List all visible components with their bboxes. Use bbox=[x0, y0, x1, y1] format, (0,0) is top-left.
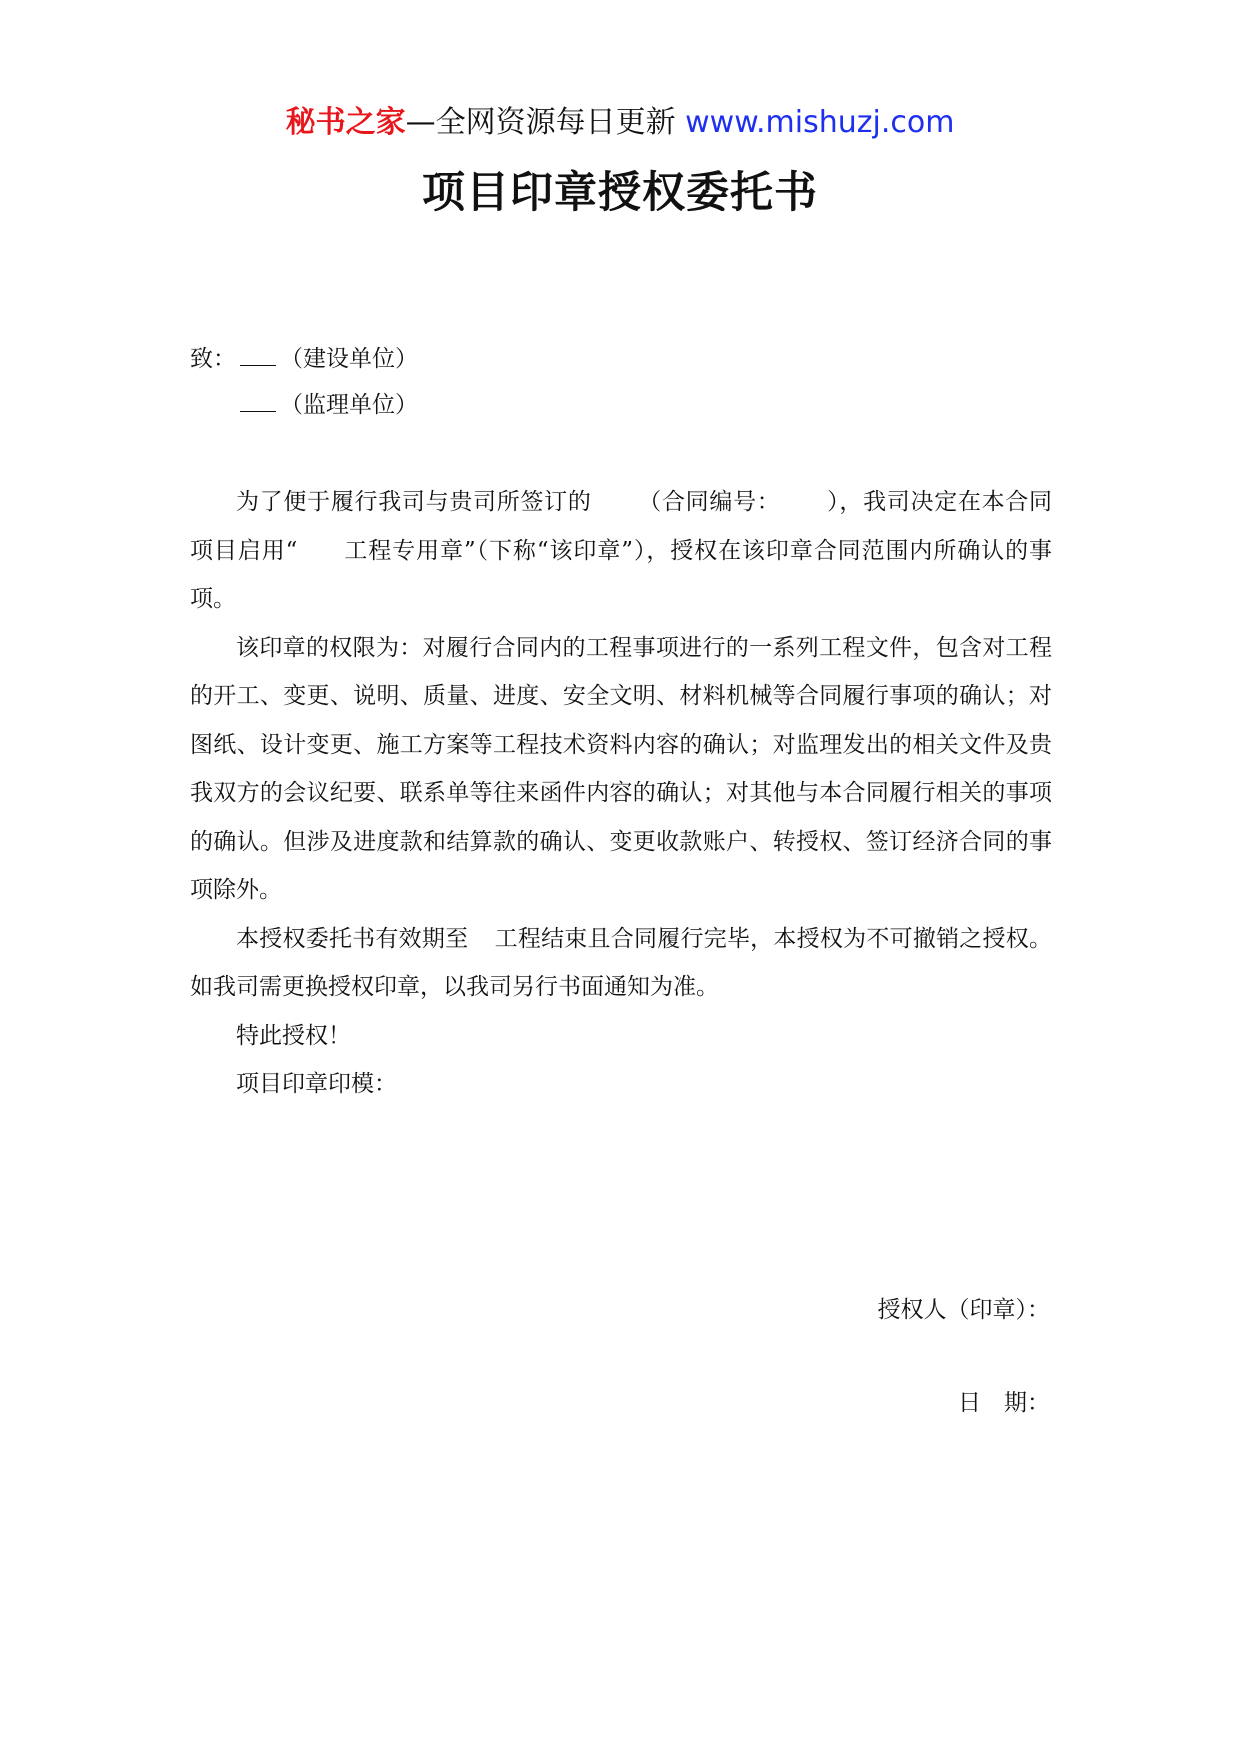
blank-construction-unit bbox=[240, 345, 276, 366]
watermark-slogan: —全网资源每日更新 bbox=[405, 105, 676, 140]
addressee-prefix: 致： bbox=[190, 346, 236, 372]
date-line: 日 期： bbox=[958, 1390, 1050, 1416]
paragraph-purpose: 为了便于履行我司与贵司所签订的 （合同编号： ），我司决定在本合同项目启用“ 工程专用章”（下称“该印章”），授权在该印章合同范围内所确认的事项。 bbox=[190, 489, 1052, 612]
addressee-line-supervision bbox=[236, 388, 418, 422]
addressee-supervision-unit: （监理单位） bbox=[280, 392, 418, 418]
paragraph-hereby: 特此授权！ bbox=[236, 1022, 351, 1049]
addressee-line-construction bbox=[190, 342, 418, 376]
watermark-brand: 秘书之家 bbox=[285, 105, 406, 140]
watermark-url[interactable]: www.mishuzj.com bbox=[685, 105, 955, 140]
document-title: 项目印章授权委托书 bbox=[422, 168, 818, 218]
addressee-construction-unit: （建设单位） bbox=[280, 346, 418, 372]
paragraph-scope: 该印章的权限为：对履行合同内的工程事项进行的一系列工程文件，包含对工程的开工、变更、说明、质量、进度、安全文明、材料机械等合同履行事项的确认；对图纸、设计变更、施工方案等工程技术资料内容的确认；对监理发出的相关文件及贵我双方的会议纪要、联系单等往来函件内容的确认；对其他与本合同履行相关的事项的确认。但涉及进度款和结算款的确认、变更收款账户、转授权、签订经济合同的事项除外。 bbox=[190, 634, 1052, 903]
paragraph-seal-specimen: 项目印章印模： bbox=[236, 1071, 397, 1097]
authorizer-signature-line: 授权人（印章）： bbox=[877, 1297, 1050, 1323]
site-watermark bbox=[0, 100, 1240, 146]
document-body bbox=[190, 478, 1052, 1109]
paragraph-validity: 本授权委托书有效期至 工程结束且合同履行完毕，本授权为不可撤销之授权。如我司需更换授权印章，以我司另行书面通知为准。 bbox=[190, 925, 1053, 1000]
blank-supervision-unit bbox=[240, 391, 276, 412]
